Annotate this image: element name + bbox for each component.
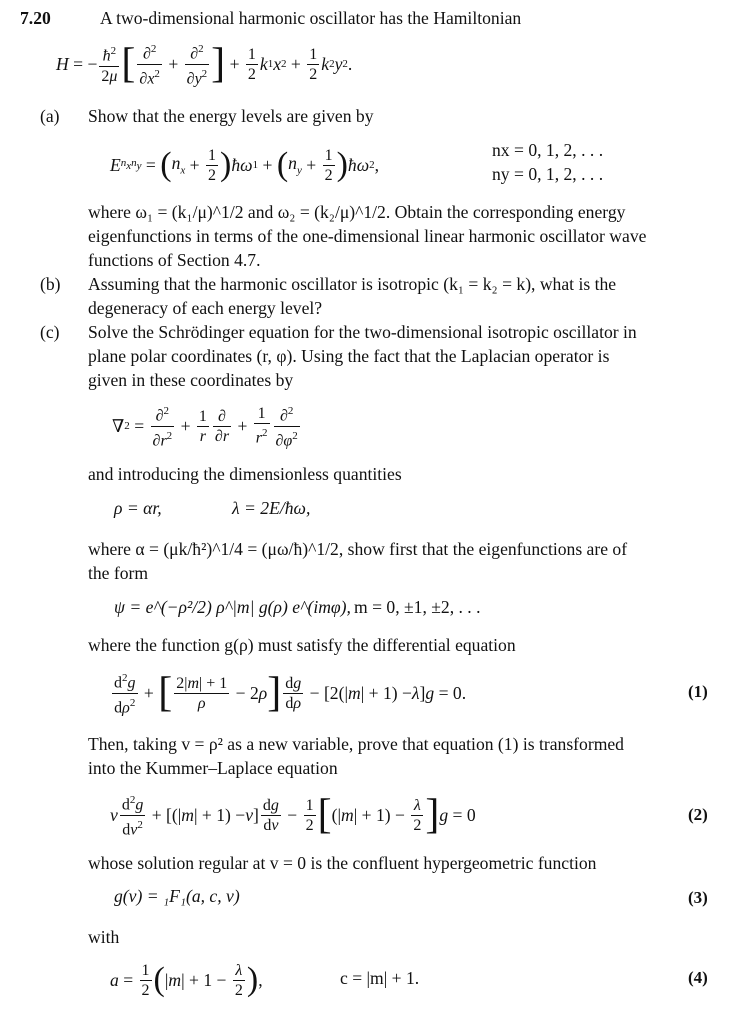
energy-equation bbox=[110, 134, 470, 196]
nx-range: nx = 0, 1, 2, . . . bbox=[492, 140, 604, 160]
equation-4-a bbox=[110, 952, 360, 1008]
part-a-text: Show that the energy levels are given by bbox=[88, 106, 374, 126]
equation-4-a-render: a = $\frac{1}{2}$ ( | m | + 1 − $\frac{\lambda}{2}$ ) , bbox=[110, 961, 263, 999]
equation-1 bbox=[110, 664, 630, 722]
part-a-where-line3: functions of Section 4.7. bbox=[88, 250, 261, 270]
equation-2 bbox=[110, 786, 630, 844]
with-label: with bbox=[88, 927, 120, 947]
equation-1-render: $\frac{d^2g}{d\rho^2}$ + [ $\frac{2|m| + 1}{\rho}$ − 2 ρ ] $\frac{dg}{d\rho}$ − [2(| m | + 1) − λ ] g = 0. bbox=[114, 670, 467, 716]
part-a-label: (a) bbox=[40, 106, 60, 126]
equation-2-render: v $\frac{d^2g}{dv^2}$ + [(| m | + 1) − v ] $\frac{dg}{dv}$ − $\frac{1}{2}$ [ (| m | + 1) − $\frac{\lambda}{2}$ ] g = 0 bbox=[110, 792, 476, 838]
part-c-line3: given in these coordinates by bbox=[88, 370, 294, 390]
then-line1: Then, taking v = ρ² as a new variable, prove that equation (1) is transformed bbox=[88, 734, 624, 754]
energy-equation-render: E $n_xn_y$ = ( $n_x$ + $\frac{1}{2}$ ) ħω 1 + ( $n_y$ + $\frac{1}{2}$ ) ħω 2 , bbox=[110, 146, 380, 184]
problem-number: 7.20 bbox=[20, 8, 51, 28]
part-c-line2: plane polar coordinates (r, φ). Using the fact that the Laplacian operator is bbox=[88, 346, 610, 366]
then-line2: into the Kummer–Laplace equation bbox=[88, 758, 338, 778]
part-c-line1: Solve the Schrödinger equation for the two-dimensional isotropic oscillator in bbox=[88, 322, 637, 342]
alpha-line2: the form bbox=[88, 563, 149, 583]
equation-3: g(v) = ₁F₁(a, c, v) bbox=[114, 886, 240, 906]
dimless-intro: and introducing the dimensionless quantities bbox=[88, 464, 402, 484]
equation-2-number: (2) bbox=[688, 805, 708, 824]
psi-form: ψ = e^(−ρ²/2) ρ^|m| g(ρ) e^(imφ), bbox=[114, 597, 351, 617]
part-a-where-line2: eigenfunctions in terms of the one-dimensional linear harmonic oscillator wave bbox=[88, 226, 647, 246]
g-intro: where the function g(ρ) must satisfy the differential equation bbox=[88, 635, 516, 655]
equation-3-number: (3) bbox=[688, 888, 708, 907]
part-a-where-line1: where ω₁ = (k₁/μ)^1/2 and ω₂ = (k₂/μ)^1/2. Obtain the corresponding energy bbox=[88, 202, 626, 222]
ny-range: ny = 0, 1, 2, . . . bbox=[492, 164, 604, 184]
hamiltonian-render: H = − $\frac{ħ^2}{2\mu}$ [ $\frac{\partial^2}{\partial x^2}$ + $\frac{\partial^2}{\partial y^2}$ ] + $\frac{1}{2}$ k 1 x 2 + $\frac{1}{2}$ k 2 y 2 . bbox=[56, 41, 353, 87]
part-b-line2: degeneracy of each energy level? bbox=[88, 298, 323, 318]
equation-1-number: (1) bbox=[688, 682, 708, 701]
problem-intro: A two-dimensional harmonic oscillator has the Hamiltonian bbox=[100, 8, 522, 28]
hamiltonian-equation bbox=[56, 36, 676, 92]
rho-definition: ρ = αr, bbox=[114, 498, 162, 518]
equation-4-number: (4) bbox=[688, 968, 708, 987]
laplacian-equation bbox=[112, 398, 412, 454]
solution-line: whose solution regular at v = 0 is the confluent hypergeometric function bbox=[88, 853, 597, 873]
alpha-line1: where α = (μk/ħ²)^1/4 = (μω/ħ)^1/2, show first that the eigenfunctions are of bbox=[88, 539, 628, 559]
part-b-line1: Assuming that the harmonic oscillator is isotropic (k₁ = k₂ = k), what is the bbox=[88, 274, 617, 294]
part-b-label: (b) bbox=[40, 274, 61, 294]
equation-4-c: c = |m| + 1. bbox=[340, 968, 420, 988]
lambda-definition: λ = 2E/ħω, bbox=[232, 498, 311, 518]
laplacian-render: ∇ 2 = $\frac{\partial^2}{\partial r^2}$ + $\frac{1}{r}$ $\frac{\partial}{\partial r}$ + $\frac{1}{r^2}$ $\frac{\partial^2}{\partial\varphi^2}$ bbox=[112, 398, 412, 454]
m-range: m = 0, ±1, ±2, . . . bbox=[354, 597, 481, 617]
part-c-label: (c) bbox=[40, 322, 60, 342]
